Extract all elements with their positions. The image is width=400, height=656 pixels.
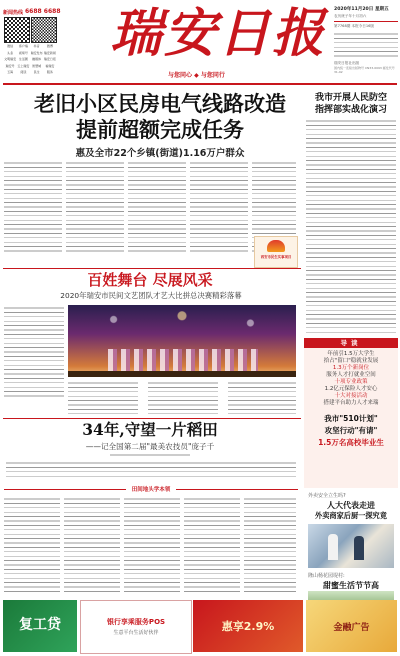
publication-codes: 国内统一连续出版物号 CN33-0093 邮发代号 31-92 bbox=[334, 66, 395, 74]
rice-title: 34年,守望一片稻田 bbox=[82, 420, 218, 439]
qr-grid-item: 瑞安新闻 bbox=[43, 50, 56, 55]
ad-1[interactable] bbox=[3, 600, 77, 652]
ad-3-title: 惠享2.9% bbox=[221, 620, 275, 633]
guide-item[interactable]: 搭建平台助力人才来瑞 bbox=[323, 400, 379, 406]
phone-label: 新闻热线 bbox=[3, 10, 24, 16]
guide-item[interactable]: 拾占"留口"稳就业发展 bbox=[323, 358, 379, 364]
masthead-rule bbox=[3, 83, 397, 85]
guide-panel bbox=[304, 338, 398, 488]
masthead-brief-text bbox=[334, 31, 398, 59]
guide-item[interactable]: 十大对接活动 bbox=[334, 393, 368, 399]
qr-grid-item: 服务 bbox=[46, 70, 53, 74]
slogan-2: 与您同行 bbox=[200, 72, 225, 79]
side-story-1-title-line1[interactable]: 人大代表走进 bbox=[327, 501, 375, 510]
qr-grid-item: 生活圈 bbox=[18, 57, 28, 61]
slogan-1: 与您同心 bbox=[168, 72, 193, 79]
side-story-2-kicker: 隆山杨花园堤村: bbox=[308, 573, 345, 579]
section-rule bbox=[3, 418, 301, 419]
qr-codes-panel bbox=[4, 17, 56, 79]
culture-subtitle: 2020年瑞安市民间文艺团队才艺大比拼总决赛精彩落幕 bbox=[60, 291, 242, 300]
kitchen-inspection-photo bbox=[308, 524, 394, 568]
guide-headline-line1[interactable]: 我市"510计划" bbox=[324, 414, 378, 423]
guide-item[interactable]: 1.2亿元保险人才安心 bbox=[324, 386, 378, 392]
rice-body-col1 bbox=[4, 496, 60, 594]
livelihood-project-logo bbox=[254, 236, 298, 268]
culture-body-col3 bbox=[148, 380, 218, 414]
qr-grid-item: 微博 bbox=[46, 44, 53, 48]
ad-2[interactable] bbox=[80, 600, 192, 654]
qr-grid-item: 抖音 bbox=[33, 44, 40, 48]
qr-grid-item: 瑞安日报 bbox=[43, 57, 56, 61]
lead-title-line1: 老旧小区民房电气线路改造 bbox=[34, 91, 286, 116]
culture-body-col1 bbox=[4, 305, 64, 397]
qr-grid-item: 云上瑞安 bbox=[17, 63, 30, 68]
qr-grid bbox=[4, 44, 56, 76]
lead-body-col1 bbox=[4, 160, 62, 252]
qr-grid-item: 玉海 bbox=[7, 70, 14, 74]
rice-body-col5 bbox=[244, 496, 296, 594]
issue-info: 第7768期 本报今日16版 bbox=[334, 24, 375, 28]
qr-grid-item: 融媒体 bbox=[32, 57, 42, 61]
issue-date: 2020年11月20日 星期五 bbox=[334, 7, 389, 12]
right-story-title-line2: 指挥部实战化演习 bbox=[314, 105, 387, 115]
right-sidebar bbox=[304, 86, 398, 598]
side-story-1-kicker: 外卖安全立生吗? bbox=[308, 493, 346, 499]
date-panel bbox=[334, 6, 398, 74]
qr-grid-item: 头条 bbox=[7, 50, 14, 55]
phone-number: 6688 6688 bbox=[25, 8, 61, 15]
section-rule bbox=[3, 268, 301, 269]
qr-grid-item: 文明瑞安 bbox=[4, 57, 17, 61]
column-header: 田间地头学本领 bbox=[131, 487, 171, 493]
qr-grid-item: 客户端 bbox=[18, 44, 28, 48]
rice-byline bbox=[110, 452, 190, 457]
lead-title-line2: 提前超额完成任务 bbox=[76, 117, 244, 142]
culture-body-col4 bbox=[228, 380, 296, 414]
rice-body-col4 bbox=[184, 496, 240, 594]
guide-header: 导读 bbox=[304, 338, 398, 348]
ad-4-title: 金融广告 bbox=[333, 623, 370, 633]
guide-item[interactable]: 1.3万个新岗位 bbox=[332, 365, 370, 371]
culture-title: 百姓舞台 尽展风采 bbox=[87, 271, 213, 289]
qr-grid-item: 看瑞安 bbox=[45, 63, 55, 68]
qr-grid-item: 瑞安发布 bbox=[30, 50, 43, 55]
lead-body-col2 bbox=[66, 160, 124, 252]
column-header-bar bbox=[4, 485, 298, 493]
newspaper-logo: 瑞安日报 bbox=[110, 3, 327, 64]
guide-headline-line2[interactable]: 攻坚行动"有请" bbox=[324, 426, 378, 435]
rice-body-col3 bbox=[124, 496, 180, 594]
publisher: 瑞安日报社出版 bbox=[334, 61, 360, 65]
masthead bbox=[0, 0, 400, 82]
slogan-dot-icon: ◆ bbox=[194, 72, 201, 79]
qr-code-2[interactable] bbox=[31, 17, 57, 43]
qr-grid-item: 瑞安号 bbox=[5, 63, 15, 68]
ad-3[interactable] bbox=[193, 600, 303, 652]
culture-body-col2 bbox=[68, 380, 138, 414]
guide-item[interactable]: 十项专业政策 bbox=[334, 379, 368, 385]
qr-grid-item: 微信 bbox=[7, 44, 14, 48]
logo-caption: 西安市民生实事项目 bbox=[260, 255, 292, 259]
lead-body-col3 bbox=[128, 160, 186, 252]
qr-grid-item: 智慧城 bbox=[32, 63, 42, 68]
ad-2-sub: 生意平台生活好伙伴 bbox=[113, 630, 159, 636]
right-story-title-line1: 我市开展人民防空 bbox=[314, 93, 387, 103]
right-story-body bbox=[306, 118, 396, 334]
qr-grid-item: 视频号 bbox=[18, 50, 28, 55]
qr-grid-item: 阅读 bbox=[20, 70, 27, 74]
ad-1-title: 复工贷 bbox=[19, 617, 61, 633]
slogan bbox=[168, 70, 225, 79]
qr-grid-item: 民生 bbox=[33, 70, 40, 74]
guide-item[interactable]: 年前引1.5万大学生 bbox=[327, 351, 375, 357]
logo-emblem-icon bbox=[267, 240, 285, 252]
side-story-1-title-line2[interactable]: 外卖商家后厨一探究竟 bbox=[315, 511, 387, 520]
ads-strip bbox=[0, 598, 400, 656]
qr-code-1[interactable] bbox=[4, 17, 30, 43]
ad-4[interactable] bbox=[306, 600, 397, 652]
lead-body-col4 bbox=[190, 160, 248, 252]
side-story-2-title[interactable]: 甜蜜生活节节高 bbox=[323, 581, 379, 590]
stage-performance-photo bbox=[68, 305, 296, 377]
guide-item[interactable]: 服务人才打就业空间 bbox=[326, 372, 376, 378]
lead-subtitle: 惠及全市22个乡镇(街道)1.16万户群众 bbox=[75, 148, 245, 159]
rice-body-col2 bbox=[64, 496, 120, 594]
guide-headline-line3[interactable]: 1.5万名高校毕业生 bbox=[318, 438, 384, 447]
ad-2-title: 银行享乘服务POS bbox=[106, 618, 166, 626]
lunar-date: 农历庚子年十月初六 bbox=[334, 14, 367, 18]
rice-lead-paragraph bbox=[6, 460, 296, 480]
rice-subtitle: ——记全国第二届"最美农技员"庞子千 bbox=[85, 442, 215, 451]
